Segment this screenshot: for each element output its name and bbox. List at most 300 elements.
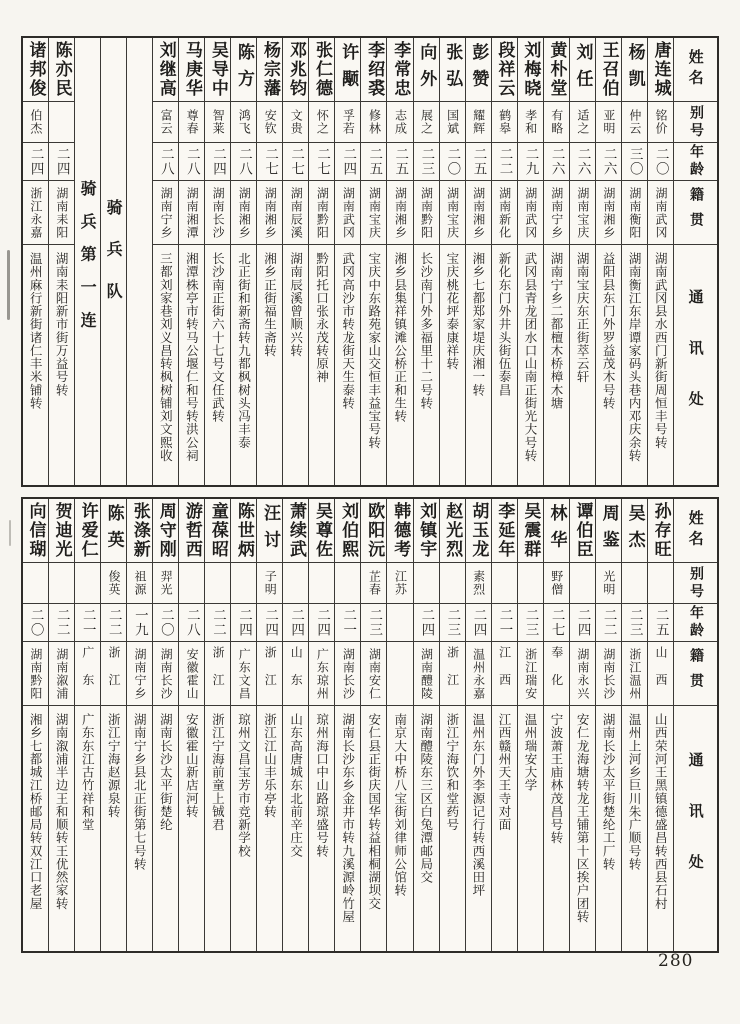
person-name-text: 周鉴	[598, 504, 619, 557]
person-alias-text: 鹤皋	[497, 109, 512, 135]
person-native-text: 湖南宁乡	[159, 186, 174, 239]
person-name	[492, 38, 517, 102]
person-name	[387, 38, 412, 102]
person-age-text: 二四	[574, 607, 591, 638]
unit-divider	[100, 38, 126, 485]
person-address	[622, 706, 647, 951]
person-address	[23, 706, 48, 951]
person-address-text: 温州上河乡巨川朱广顺号转	[627, 713, 643, 871]
person-native-text: 湖南武冈	[341, 186, 356, 239]
person-name-text: 李绍裘	[364, 40, 385, 99]
person-name	[414, 499, 439, 563]
person-address	[75, 706, 100, 951]
person-address-text: 宁波萧王庙林茂昌号转	[549, 713, 565, 845]
person-age-text: 二二	[496, 146, 513, 177]
person-age-text: 二五	[470, 146, 487, 177]
person-name-text: 陈亦民	[51, 40, 72, 99]
person-address-text: 南京大中桥八宝街刘律师公馆转	[392, 713, 408, 897]
person-address	[49, 245, 74, 485]
roster-column	[204, 499, 230, 951]
person-native-text: 湖南安仁	[367, 647, 382, 700]
person-address-text: 湘潭株亭市转马公堰仁和号转洪公祠	[184, 252, 200, 462]
header-name-text: 姓名	[686, 49, 705, 90]
person-age-text: 一九	[131, 607, 148, 638]
person-name	[648, 499, 673, 563]
person-address	[596, 706, 621, 951]
person-native	[179, 181, 204, 245]
person-alias-text: 修林	[367, 109, 382, 135]
person-address	[179, 706, 204, 951]
person-age-text: 二五	[652, 607, 669, 638]
person-native	[544, 642, 569, 706]
person-native-text: 湖南湘潭	[185, 186, 200, 239]
person-age	[518, 604, 543, 642]
person-address-text: 湘乡县集祥镇滩公桥正和生转	[392, 252, 408, 423]
person-name	[518, 499, 543, 563]
header-age	[674, 604, 717, 642]
person-age-text: 二四	[470, 607, 487, 638]
person-alias	[153, 563, 178, 604]
person-age-text: 二八	[236, 146, 253, 177]
person-alias	[127, 563, 152, 604]
roster-column	[595, 499, 621, 951]
person-native-text: 浙江温州	[627, 647, 642, 700]
person-name-text: 韩德考	[390, 501, 411, 560]
person-name	[153, 499, 178, 563]
person-age-text: 二八	[183, 146, 200, 177]
person-native	[648, 642, 673, 706]
person-native-text: 湖南湘乡	[393, 186, 408, 239]
person-address	[361, 245, 386, 485]
roster-column	[413, 499, 439, 951]
person-age-text: 二七	[262, 146, 279, 177]
person-address	[440, 706, 465, 951]
person-address	[518, 706, 543, 951]
person-address-text: 湘乡正街福生斋转	[262, 252, 278, 357]
person-address	[544, 245, 569, 485]
person-alias-text: 光明	[601, 570, 616, 596]
person-name	[492, 499, 517, 563]
person-alias	[596, 563, 621, 604]
roster-column	[647, 38, 673, 485]
person-age	[231, 604, 256, 642]
person-native-text: 湖南醴陵	[419, 647, 434, 700]
person-name-text: 李延年	[494, 501, 515, 560]
header-alias-text: 别号	[688, 104, 705, 140]
roster-column	[334, 38, 360, 485]
person-native-text: 湖南黔阳	[419, 186, 434, 239]
person-name	[309, 38, 334, 102]
person-native-text: 奉化	[549, 645, 564, 702]
person-alias	[622, 563, 647, 604]
person-address-text: 湘乡七都郑家堤庆湘一转	[470, 252, 486, 397]
person-address-text: 三都刘家巷刘义昌转枫树铺刘文熙收	[158, 252, 174, 462]
person-address	[648, 245, 673, 485]
person-address-text: 浙江宁海赵源泉转	[106, 713, 122, 818]
person-age-text: 二三	[626, 607, 643, 638]
person-alias	[153, 102, 178, 143]
person-name	[283, 499, 308, 563]
person-address-text: 温州瑞安大学	[522, 713, 538, 792]
person-name-text: 唐连城	[650, 40, 671, 99]
person-alias	[309, 563, 334, 604]
person-native	[518, 642, 543, 706]
person-native-text: 湖南耒阳	[54, 186, 69, 239]
person-alias-text: 铭价	[653, 109, 668, 135]
person-age	[205, 143, 230, 181]
header-address	[674, 245, 717, 485]
person-name-text: 陈英	[103, 504, 124, 557]
person-native-text: 湖南衡阳	[627, 186, 642, 239]
person-address	[49, 706, 74, 951]
unit-divider	[74, 38, 100, 485]
person-native-text: 湖南武冈	[653, 186, 668, 239]
person-address	[361, 706, 386, 951]
person-name-text: 吴尊佐	[312, 501, 333, 560]
person-name	[153, 38, 178, 102]
person-address	[309, 706, 334, 951]
person-name	[544, 499, 569, 563]
person-native	[466, 642, 491, 706]
roster-column	[543, 499, 569, 951]
person-address	[153, 245, 178, 485]
person-address-text: 湖南耒阳新市街万益号转	[54, 252, 70, 397]
unit-label-text: 骑兵队	[104, 199, 124, 324]
person-address-text: 浙江江山丰乐亭转	[262, 713, 278, 818]
person-name	[518, 38, 543, 102]
person-alias-text: 野僧	[549, 570, 564, 596]
person-age	[23, 143, 48, 181]
person-native	[75, 642, 100, 706]
person-alias	[257, 102, 282, 143]
person-age-text: 二五	[392, 146, 409, 177]
person-alias	[518, 102, 543, 143]
person-address-text: 湖南宁乡二都檀木桥樟木塘	[549, 252, 565, 410]
person-address-text: 温州麻行新街诸仁丰米铺转	[28, 252, 44, 410]
person-native	[544, 181, 569, 245]
person-native	[283, 642, 308, 706]
person-native	[231, 642, 256, 706]
person-address	[283, 245, 308, 485]
person-name	[179, 38, 204, 102]
person-address	[205, 706, 230, 951]
person-name	[570, 499, 595, 563]
person-name-text: 王召伯	[598, 40, 619, 99]
person-address	[23, 245, 48, 485]
person-name-text: 马庚华	[181, 40, 202, 99]
person-native	[153, 642, 178, 706]
person-alias	[622, 102, 647, 143]
person-age	[361, 604, 386, 642]
person-alias	[101, 563, 126, 604]
person-name	[361, 38, 386, 102]
person-address-text: 益阳县东门外罗益茂木号转	[601, 252, 617, 410]
person-name	[622, 499, 647, 563]
person-native-text: 湖南湘乡	[601, 186, 616, 239]
person-age	[49, 604, 74, 642]
person-address-text: 山东高唐城东北前辛庄交	[288, 713, 304, 858]
person-native-text: 湖南宝庆	[367, 186, 382, 239]
roster-column	[152, 38, 178, 485]
person-address	[544, 706, 569, 951]
person-alias-text: 素烈	[471, 570, 486, 596]
person-alias-text: 怀之	[315, 109, 330, 135]
person-native-text: 湖南新化	[497, 186, 512, 239]
person-native	[622, 181, 647, 245]
empty-cell	[127, 38, 152, 485]
person-age-text: 二七	[548, 607, 565, 638]
roster-column	[256, 499, 282, 951]
person-address-text: 宝庆桃花坪泰康祥转	[444, 252, 460, 371]
header-address	[674, 706, 717, 951]
person-native	[361, 181, 386, 245]
person-native-text: 湖南辰溪	[289, 186, 304, 239]
person-alias	[205, 102, 230, 143]
person-alias	[309, 102, 334, 143]
roster-column	[126, 499, 152, 951]
person-name-text: 周守刚	[155, 501, 176, 560]
person-native-text: 湖南永兴	[575, 647, 590, 700]
person-native-text: 浙江	[106, 645, 121, 702]
person-address-text: 温州东门外李源记行转西溪田坪	[470, 713, 486, 897]
person-native-text: 湖南湘乡	[263, 186, 278, 239]
person-native	[153, 181, 178, 245]
person-address	[231, 706, 256, 951]
roster-column	[360, 38, 386, 485]
person-native-text: 湖南湘乡	[471, 186, 486, 239]
person-alias-text: 国斌	[445, 109, 460, 135]
roster-column	[308, 38, 334, 485]
roster-column	[569, 38, 595, 485]
person-age	[309, 604, 334, 642]
person-alias-text: 耀辉	[471, 109, 486, 135]
roster-column	[647, 499, 673, 951]
person-age	[283, 604, 308, 642]
person-native-text: 湖南长沙	[211, 186, 226, 239]
person-native-text: 湖南长沙	[341, 647, 356, 700]
person-age-text: 二六	[548, 146, 565, 177]
person-native-text: 湖南黔阳	[315, 186, 330, 239]
person-age	[570, 143, 595, 181]
person-name	[75, 499, 100, 563]
person-address-text: 武冈县青龙团水口山南正街光大号转	[522, 252, 538, 462]
person-alias	[466, 563, 491, 604]
person-age	[257, 604, 282, 642]
person-name	[49, 499, 74, 563]
person-alias-text: 俊英	[106, 570, 121, 596]
person-age	[283, 143, 308, 181]
person-native-text: 浙江	[445, 645, 460, 702]
person-address-text: 湖南武冈县水西门新街周恒丰号转	[653, 252, 669, 449]
person-age	[361, 143, 386, 181]
person-alias	[492, 102, 517, 143]
person-age	[466, 143, 491, 181]
person-name-text: 段祥云	[494, 40, 515, 99]
person-name-text: 向信瑚	[25, 501, 46, 560]
person-age	[335, 143, 360, 181]
person-age	[335, 604, 360, 642]
person-alias	[544, 563, 569, 604]
person-age-text: 二二	[209, 607, 226, 638]
person-age	[492, 143, 517, 181]
spacer-column	[126, 38, 152, 485]
person-native-text: 广东琼州	[315, 647, 330, 700]
person-native-text: 浙江	[211, 645, 226, 702]
person-name	[127, 499, 152, 563]
person-native	[518, 181, 543, 245]
person-alias	[466, 102, 491, 143]
person-name-text: 林华	[546, 504, 567, 557]
person-name-text: 胡玉龙	[468, 501, 489, 560]
person-age-text: 二三	[444, 607, 461, 638]
person-native	[622, 642, 647, 706]
person-native	[257, 642, 282, 706]
person-name	[101, 499, 126, 563]
header-address-text: 通讯处	[686, 288, 705, 442]
person-name	[466, 38, 491, 102]
roster-column	[282, 499, 308, 951]
person-address	[257, 706, 282, 951]
person-name	[361, 499, 386, 563]
person-native	[492, 181, 517, 245]
person-alias-text: 子明	[263, 570, 278, 596]
person-address-text: 广东东江古竹祥和堂	[80, 713, 96, 832]
person-name-text: 谭伯臣	[572, 501, 593, 560]
person-age-text: 二五	[366, 146, 383, 177]
person-name-text: 游哲西	[181, 501, 202, 560]
roster-column	[230, 499, 256, 951]
person-age-text: 二〇	[157, 607, 174, 638]
person-address-text: 湖南溆浦半边王和顺转王优然家转	[54, 713, 70, 910]
person-native	[49, 181, 74, 245]
person-age-text: 二二	[600, 607, 617, 638]
roster-column	[360, 499, 386, 951]
person-age	[648, 604, 673, 642]
person-age	[544, 604, 569, 642]
unit-label	[75, 38, 100, 485]
person-alias	[231, 102, 256, 143]
person-name-text: 刘任	[572, 43, 593, 96]
person-alias-text: 展之	[419, 109, 434, 135]
person-alias-text: 鸿飞	[237, 109, 252, 135]
person-age	[153, 143, 178, 181]
person-alias	[23, 102, 48, 143]
person-name	[648, 38, 673, 102]
roster-column	[439, 38, 465, 485]
person-age-text: 二四	[27, 146, 44, 177]
person-name-text: 赵光烈	[442, 501, 463, 560]
person-native	[101, 642, 126, 706]
person-alias	[335, 563, 360, 604]
person-name	[622, 38, 647, 102]
person-address-text: 湖南宁乡县北正街第七号转	[132, 713, 148, 871]
person-age	[440, 143, 465, 181]
person-age-text: 二四	[262, 607, 279, 638]
roster-column	[413, 38, 439, 485]
person-age	[127, 604, 152, 642]
person-native-text: 湖南宝庆	[445, 186, 460, 239]
header-address-text: 通讯处	[686, 752, 705, 905]
person-name-text: 杨凯	[624, 43, 645, 96]
person-age	[257, 143, 282, 181]
header-column-bottom	[673, 499, 717, 951]
person-native	[231, 181, 256, 245]
person-address-text: 山西荣河王黑镇德盛昌转西县石村	[653, 713, 669, 910]
roster-column	[491, 38, 517, 485]
person-age	[570, 604, 595, 642]
person-alias-text: 亚明	[601, 109, 616, 135]
person-address	[153, 706, 178, 951]
person-age-text: 二七	[314, 146, 331, 177]
person-address	[414, 245, 439, 485]
person-name	[23, 499, 48, 563]
person-age-text: 二一	[79, 607, 96, 638]
roster-column	[517, 499, 543, 951]
person-alias	[518, 563, 543, 604]
person-alias	[179, 102, 204, 143]
person-address	[596, 245, 621, 485]
person-name-text: 萧续武	[286, 501, 306, 560]
person-native-text: 浙江	[263, 645, 278, 702]
person-alias	[648, 563, 673, 604]
person-native-text: 湖南湘乡	[237, 186, 252, 239]
person-age	[596, 604, 621, 642]
person-alias-text: 江苏	[393, 570, 408, 596]
person-address	[231, 245, 256, 485]
roster-table-top	[21, 36, 719, 487]
person-address	[466, 245, 491, 485]
person-native	[257, 181, 282, 245]
roster-column	[100, 499, 126, 951]
person-alias	[440, 102, 465, 143]
person-age	[492, 604, 517, 642]
person-age-text: 二四	[236, 607, 253, 638]
person-native	[179, 642, 204, 706]
person-native	[335, 181, 360, 245]
person-native	[440, 642, 465, 706]
person-name-text: 张涤新	[129, 501, 150, 560]
header-name-text: 姓名	[686, 510, 705, 551]
person-alias	[283, 563, 308, 604]
person-native-text: 浙江永嘉	[28, 186, 43, 239]
roster-column	[543, 38, 569, 485]
person-address	[570, 706, 595, 951]
person-age-text: 二四	[288, 607, 305, 638]
roster-column	[178, 38, 204, 485]
person-alias	[49, 102, 74, 143]
person-age-text: 二二	[53, 607, 70, 638]
person-name-text: 吴震群	[520, 501, 541, 560]
person-address-text: 湖南宝庆东正街萃云轩	[575, 252, 591, 384]
header-column-top	[673, 38, 717, 485]
person-alias	[492, 563, 517, 604]
person-address	[335, 245, 360, 485]
person-address-text: 武冈高沙市转龙街天生泰转	[340, 252, 356, 410]
person-native-text: 湖南黔阳	[28, 647, 43, 700]
person-address	[101, 706, 126, 951]
person-alias	[414, 563, 439, 604]
person-age	[179, 604, 204, 642]
roster-table-bottom	[21, 497, 719, 953]
person-name-text: 欧阳沅	[364, 501, 385, 560]
person-native	[596, 181, 621, 245]
person-name-text: 杨宗藩	[259, 40, 280, 99]
person-alias-text: 安钦	[263, 109, 278, 135]
person-native	[492, 642, 517, 706]
person-age-text: 二一	[340, 607, 357, 638]
person-age-text: 二二	[105, 607, 122, 638]
roster-column	[491, 499, 517, 951]
